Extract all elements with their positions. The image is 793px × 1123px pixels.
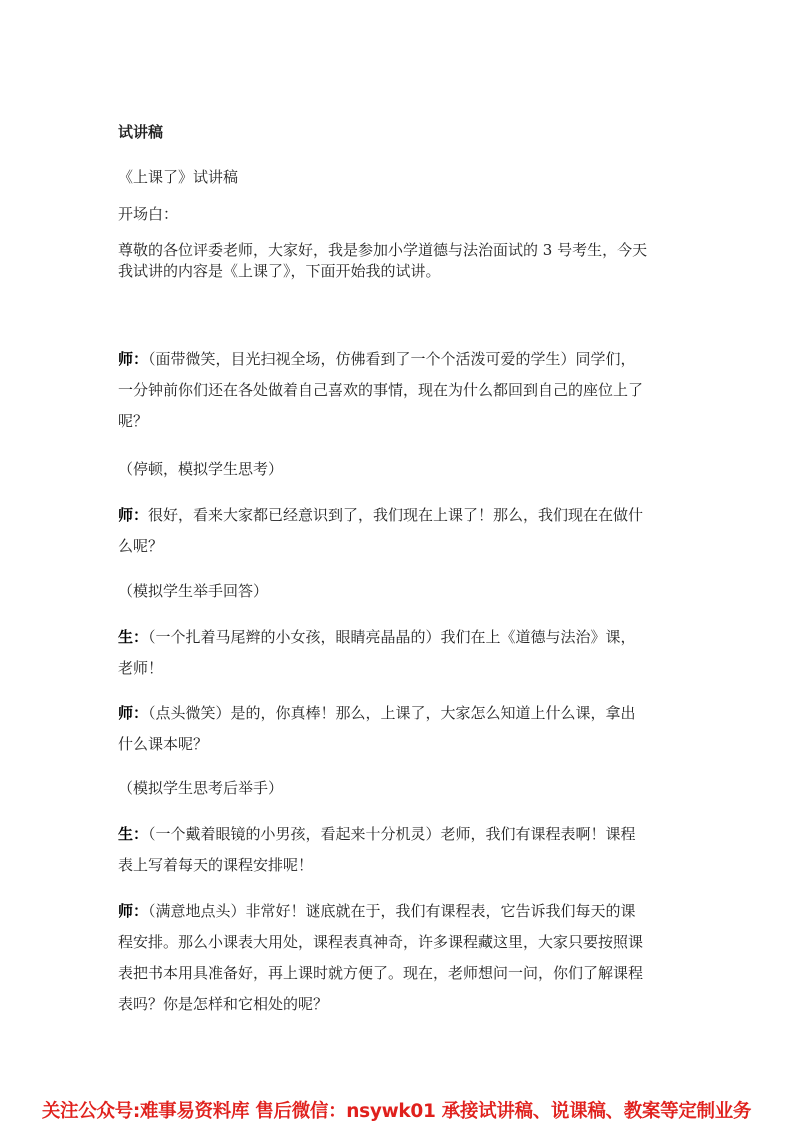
line-text: 什么课本呢？: [118, 735, 209, 753]
speaker-label: 师：: [118, 506, 149, 524]
line-text: （停顿，模拟学生思考）: [118, 460, 284, 478]
lesson-subtitle: 《上课了》试讲稿: [118, 168, 239, 186]
line-text: （面带微笑，目光扫视全场，仿佛看到了一个个活泼可爱的学生）同学们，: [148, 350, 636, 368]
line-text: 一分钟前你们还在各处做着自己喜欢的事情，现在为什么都回到自己的座位上了: [118, 381, 644, 399]
text-line: [118, 927, 643, 958]
text-line: [118, 729, 636, 760]
text-line: [118, 622, 636, 653]
speaker-label: 师：: [118, 902, 149, 920]
text-line: [118, 819, 636, 850]
line-text: 表上写着每天的课程安排呢！: [118, 856, 314, 874]
line-text: （一个扎着马尾辫的小女孩，眼睛亮晶晶的）我们在上《道德与法治》课，: [148, 628, 636, 646]
text-line: [118, 406, 643, 437]
dialogue-paragraph: [118, 576, 268, 607]
text-line: [118, 896, 643, 927]
dialogue-paragraph: [118, 896, 643, 1020]
text-line: [118, 850, 636, 881]
line-text: 表吗？你是怎样和它相处的呢？: [118, 995, 329, 1013]
dialogue-paragraph: [118, 698, 636, 760]
line-text: 表把书本用具准备好，再上课时就方便了。现在，老师想问一问，你们了解课程: [118, 964, 644, 982]
line-text: 很好，看来大家都已经意识到了，我们现在上课了！那么，我们现在在做什: [148, 506, 644, 524]
speaker-label: 师：: [118, 350, 149, 368]
footer-promo: 关注公众号:难事易资料库 售后微信：nsywk01 承接试讲稿、说课稿、教案等定制业务: [41, 1101, 752, 1122]
speaker-label: 生：: [118, 628, 149, 646]
dialogue-paragraph: [118, 500, 643, 562]
text-line: [118, 989, 643, 1020]
speaker-label: 师：: [118, 704, 149, 722]
opening-paragraph: [118, 240, 647, 282]
text-line: [118, 531, 643, 562]
text-line: [118, 454, 283, 485]
dialogue-paragraph: [118, 773, 283, 804]
text-line: [118, 773, 283, 804]
text-line: [118, 344, 643, 375]
document-title: 试讲稿: [118, 123, 164, 141]
line-text: （满意地点头）非常好！谜底就在于，我们有课程表，它告诉我们每天的课: [148, 902, 636, 920]
speaker-label: 生：: [118, 825, 149, 843]
line-text: （一个戴着眼镜的小男孩，看起来十分机灵）老师，我们有课程表啊！课程: [148, 825, 636, 843]
dialogue-paragraph: [118, 344, 643, 437]
dialogue-paragraph: [118, 454, 283, 485]
text-line: [118, 500, 643, 531]
line-text: （模拟学生思考后举手）: [118, 779, 284, 797]
line-text: （模拟学生举手回答）: [118, 582, 269, 600]
text-line: [118, 958, 643, 989]
line-text: 程安排。那么小课表大用处，课程表真神奇，许多课程藏这里，大家只要按照课: [118, 933, 644, 951]
text-line: [118, 576, 268, 607]
text-line: [118, 375, 643, 406]
text-line: 我试讲的内容是《上课了》，下面开始我的试讲。: [118, 262, 441, 280]
text-line: [118, 698, 636, 729]
line-text: （点头微笑）是的，你真棒！那么，上课了，大家怎么知道上什么课，拿出: [148, 704, 636, 722]
dialogue-paragraph: [118, 622, 636, 684]
opening-label: 开场白：: [118, 205, 179, 223]
line-text: 老师！: [118, 659, 164, 677]
text-line: 尊敬的各位评委老师，大家好，我是参加小学道德与法治面试的 3 号考生，今天: [118, 241, 648, 259]
line-text: 呢？: [118, 412, 149, 430]
dialogue-paragraph: [118, 819, 636, 881]
text-line: [118, 653, 636, 684]
line-text: 么呢？: [118, 537, 164, 555]
